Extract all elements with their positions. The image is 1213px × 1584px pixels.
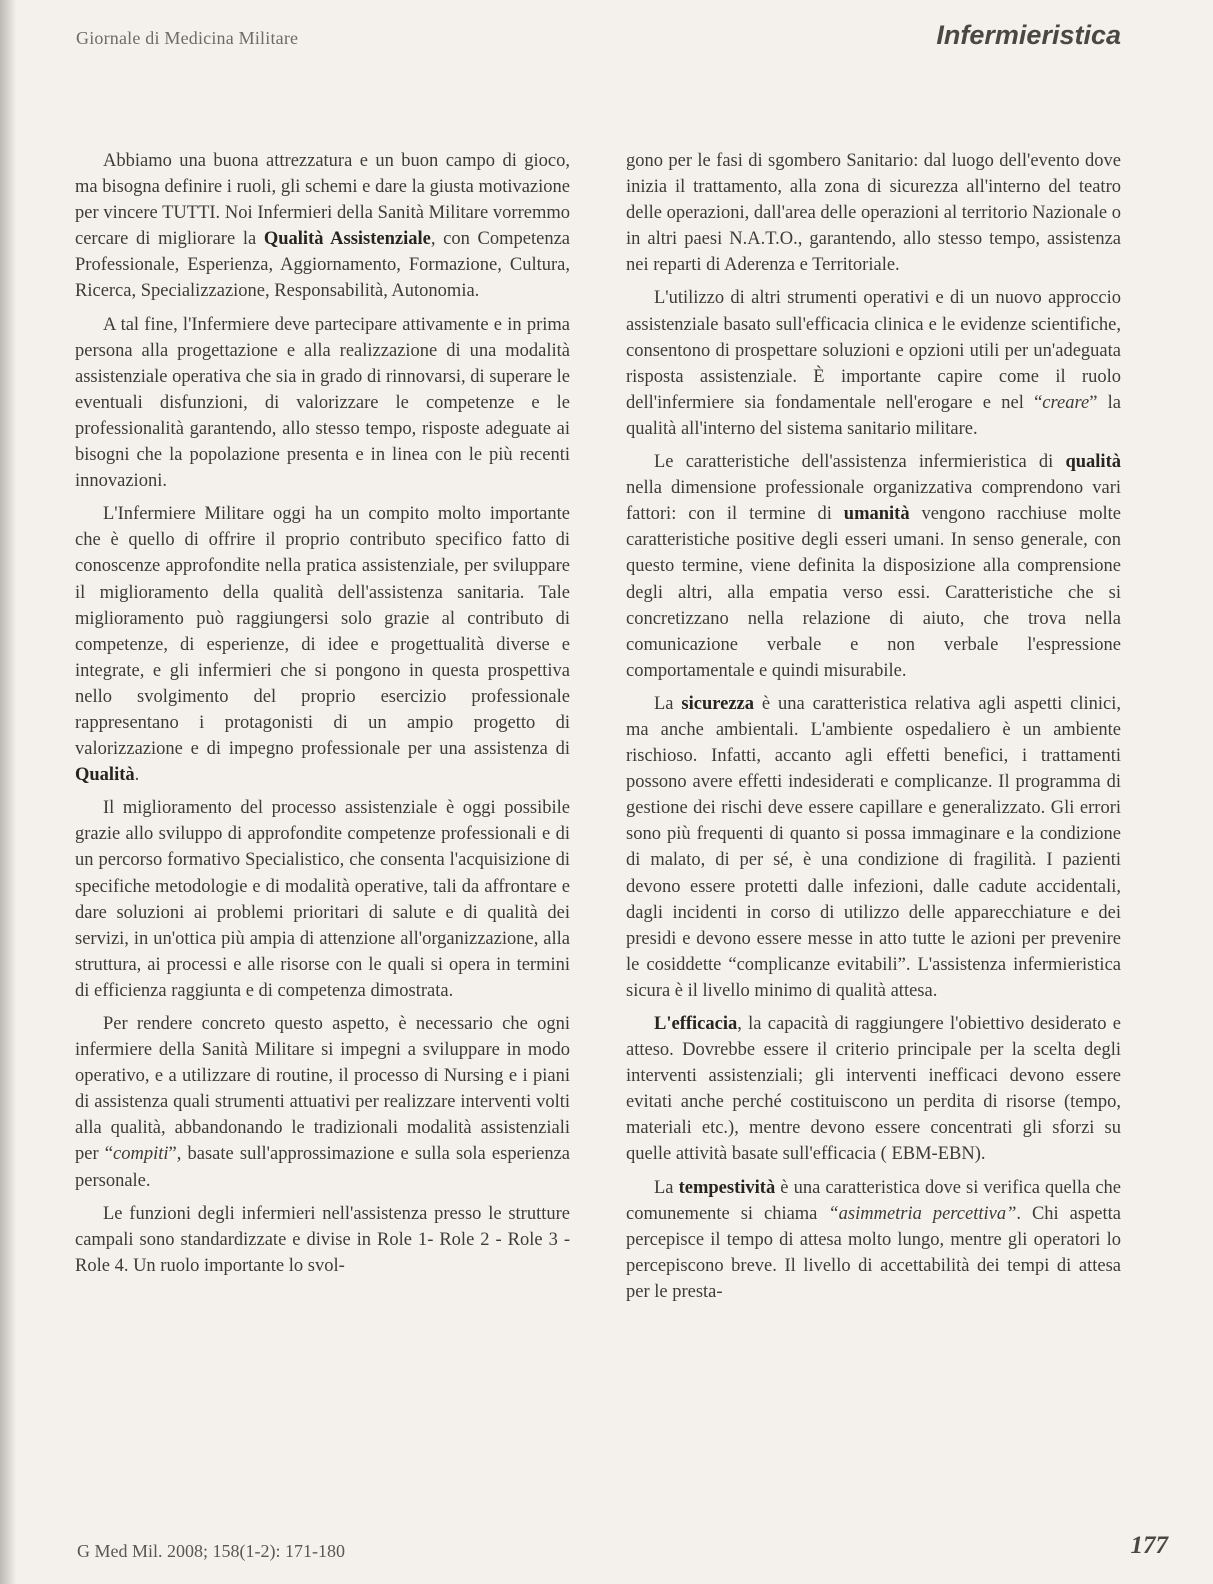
page-number: 177 (1130, 1532, 1168, 1559)
paragraph: La tempestività è una caratteristica dove si verifica quella che comunemente si chiama “asimmetria percettiva”. Chi aspetta percepisce il tempo di attesa molto lungo, mentre gli operatori lo percepiscono breve. Il livello di accettabilità dei tempi di attesa per le presta- (626, 1177, 1121, 1302)
paragraph: Abbiamo una buona attrezzatura e un buon campo di gioco, ma bisogna definire i ruoli, gli schemi e dare la giusta motivazione per vincere TUTTI. Noi Infermieri della Sanità Militare vorremmo cercare di migliorare la Qualità Assistenziale, con Competenza Professionale, Esperienza, Aggiornamento, Formazione, Cultura, Ricerca, Specializzazione, Responsabilità, Autonomia. (75, 151, 570, 302)
left-column (75, 148, 570, 1286)
right-column (626, 148, 1121, 1312)
paragraph: A tal fine, l'Infermiere deve partecipare attivamente e in prima persona alla progettazione e alla realizzazione di una modalità assistenziale operativa che sia in grado di rinnovarsi, di superare le eventuali disfunzioni, di valorizzare le competenze e le professionalità garantendo, allo stesso tempo, risposte adeguate ai bisogni che la popolazione presenta e in linea con le più recenti innovazioni. (75, 314, 570, 492)
running-header-section: Infermieristica (936, 20, 1121, 50)
paragraph: L'Infermiere Militare oggi ha un compito molto importante che è quello di offrire il proprio contributo specifico fatto di conoscenze approfondite nella pratica assistenziale, per sviluppare il miglioramento della qualità dell'assistenza sanitaria. Tale miglioramento può raggiungersi solo grazie al contributo di competenze, di esperienze, di idee e progettualità diverse e integrate, e gli infermieri che si pongono in questa prospettiva nello svolgimento del proprio esercizio professionale rappresentano i protagonisti di un ampio progetto di valorizzazione e di impegno professionale per una assistenza di Qualità. (75, 504, 570, 786)
running-header-journal: Giornale di Medicina Militare (76, 28, 299, 48)
paragraph: Il miglioramento del processo assistenziale è oggi possibile grazie allo sviluppo di approfondite competenze professionali e di un percorso formativo Specialistico, che consenta l'acquisizione di specifiche metodologie e di modalità operative, tali da affrontare e dare soluzioni ai problemi prioritari di salute e di qualità dei servizi, in un'ottica più ampia di attenzione all'organizzazione, alla struttura, ai processi e alle risorse con le quali si opera in termini di efficienza raggiunta e di competenza dimostrata. (75, 798, 570, 1001)
paragraph: gono per le fasi di sgombero Sanitario: dal luogo dell'evento dove inizia il trattamento, alla zona di sicurezza all'interno del teatro delle operazioni, dall'area delle operazioni al territorio Nazionale o in altri paesi N.A.T.O., garantendo, allo stesso tempo, assistenza nei reparti di Aderenza e Territoriale. (626, 151, 1121, 276)
paragraph: La sicurezza è una caratteristica relativa agli aspetti clinici, ma anche ambientali. L'ambiente ospedaliero è un ambiente rischioso. Infatti, accanto agli effetti benefici, i trattamenti possono avere effetti indesiderati e complicanze. Il programma di gestione dei rischi deve essere capillare e generalizzato. Gli errori sono più frequenti di quanto si possa immaginare e la condizione di malato, di per sé, è una condizione di fragilità. I pazienti devono essere protetti dalle infezioni, dalle cadute accidentali, dagli incidenti in corso di utilizzo delle apparecchiature e dei presidi e devono essere messe in atto tutte le azioni per prevenire le cosiddette “complicanze evitabili”. L'assistenza infermieristica sicura è il livello minimo di qualità attesa. (626, 693, 1121, 1001)
paragraph: Le caratteristiche dell'assistenza infermieristica di qualità nella dimensione professionale organizzativa comprendono vari fattori: con il termine di umanità vengono racchiuse molte caratteristiche positive degli esseri umani. In senso generale, con questo termine, viene definita la disposizione alla comprensione degli altri, alla empatia verso essi. Caratteristiche che si concretizzano nella relazione di aiuto, che trova nella comunicazione verbale e non verbale l'espressione comportamentale e quindi misurabile. (626, 452, 1121, 681)
paragraph: L'efficacia, la capacità di raggiungere l'obiettivo desiderato e atteso. Dovrebbe essere il criterio principale per la scelta degli interventi assistenziali; gli interventi inefficaci devono essere evitati anche perché costituiscono un perdita di risorse (tempo, materiali etc.), mentre devono essere concentrati gli sforzi su quelle attività basate sull'efficacia ( EBM-EBN). (626, 1014, 1121, 1165)
page-spine-shadow (0, 0, 16, 1584)
paragraph: Le funzioni degli infermieri nell'assistenza presso le strutture campali sono standardizzate e divise in Role 1- Role 2 - Role 3 - Role 4. Un ruolo importante lo svol- (75, 1203, 570, 1276)
paragraph: Per rendere concreto questo aspetto, è necessario che ogni infermiere della Sanità Militare si impegni a sviluppare in modo operativo, e a utilizzare di routine, il processo di Nursing e i piani di assistenza quali strumenti attuativi per realizzare interventi volti alla qualità, abbandonando le tradizionali modalità assistenziali per “compiti”, basate sull'approssimazione e sulla sola esperienza personale. (75, 1014, 570, 1191)
paragraph: L'utilizzo di altri strumenti operativi e di un nuovo approccio assistenziale basato sull'efficacia clinica e le evidenze scientifiche, consentono di prospettare soluzioni e opzioni utili per un'adeguata risposta assistenziale. È importante capire come il ruolo dell'infermiere sia fondamentale nell'erogare e nel “creare” la qualità all'interno del sistema sanitario militare. (626, 288, 1121, 439)
footer-citation: G Med Mil. 2008; 158(1-2): 171-180 (77, 1541, 345, 1561)
